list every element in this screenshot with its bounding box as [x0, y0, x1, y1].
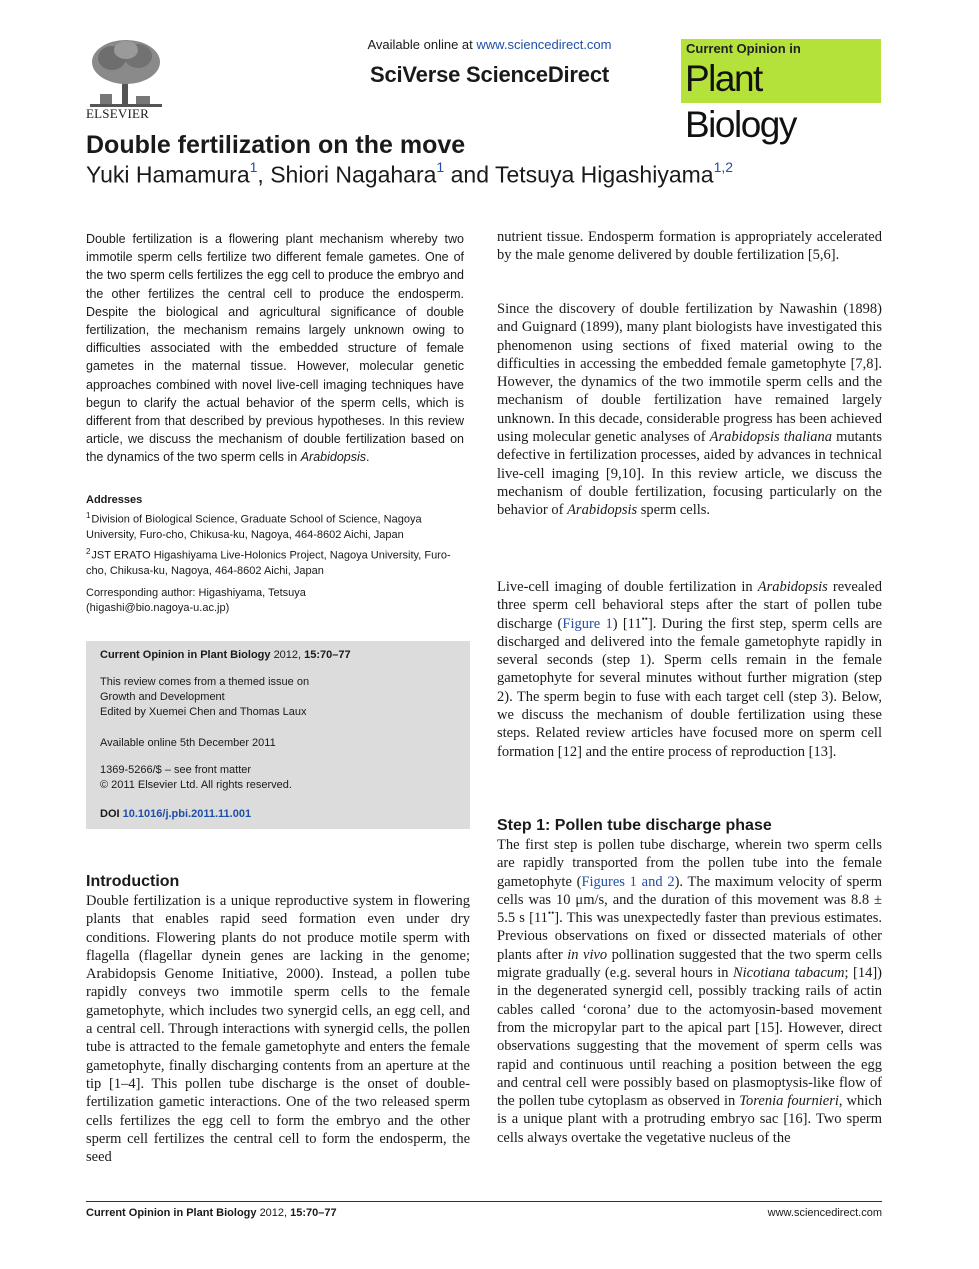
species-italic: Arabidopsis: [757, 579, 828, 595]
cite-stars: ••: [547, 908, 555, 919]
footer-rule: [86, 1201, 882, 1202]
text-run: pollination suggested that the two sperm cells migrate gradually (e.g. several hours in: [497, 946, 882, 982]
info-volume: 15:70–77: [304, 649, 351, 661]
author-name: Yuki Hamamura: [86, 161, 250, 188]
abstract-italic: Arabidopsis: [300, 450, 367, 465]
sciencedirect-link[interactable]: www.sciencedirect.com: [476, 37, 612, 52]
author-affiliation-sup[interactable]: 1,2: [713, 159, 734, 175]
text-run: ]. During the first step, sperm cells are discharged and delivered into the female gametophyte rapidly in several seconds (step 1). Sperm cells remain in the female gametophyte for several minutes without further migration (step 2). The sperm begin to fuse with each target cell (step 3). Below, we discuss the mechanism of double fertilization using these steps. Related review articles have focused more on sperm cell formation [12] and the entire process of reproduction [13].: [497, 615, 883, 760]
text-run: Live-cell imaging of double fertilization in: [497, 579, 758, 595]
author-separator: and: [444, 161, 495, 188]
text-run: ). The maximum velocity of sperm cells was 10 μm/s, and the duration of this movement was 8.8 ± 5.5 s [11: [497, 873, 882, 927]
body-paragraph: [497, 836, 882, 1147]
text-run: Since the discovery of double fertilization by Nawashin (1898) and Guignard (1899), many plant biologists have investigated this phenomenon using sections of fixed material owing to the difficulties in accessing the embedded female gametophyte [7,8]. However, the dynamics of the two immotile sperm cells and the mechanism of double fertilization have remained largely unknown. In this decade, considerable progress has been achieved using molecular genetic analyses of: [497, 301, 882, 446]
article-title: Double fertilization on the move: [86, 131, 466, 159]
doi-link[interactable]: 10.1016/j.pbi.2011.11.001: [122, 808, 252, 820]
text-run: revealed three sperm cell behavioral steps after the start of pollen tube discharge (: [497, 579, 882, 632]
available-online-prefix: Available online at: [367, 37, 477, 52]
text-run: sperm cells.: [637, 502, 711, 519]
address-sup: 2: [86, 546, 91, 556]
text-run: The first step is pollen tube discharge, wherein two sperm cells are rapidly transported from the pollen tube into the female gametophyte (: [497, 837, 882, 890]
address-item: [86, 544, 470, 580]
platform-title: SciVerse ScienceDirect: [370, 62, 609, 87]
info-themed-2: Growth and Development: [100, 691, 225, 703]
corresponding-author: [86, 586, 466, 616]
author-affiliation-sup[interactable]: 1: [249, 159, 258, 175]
text-run: ]. This was unexpectedly faster than previous estimates. Previous observations on fixed or dissected materials of other plants after: [497, 910, 882, 963]
author-line: [86, 161, 733, 189]
footer-citation: [86, 1207, 337, 1219]
text-run: , which is a unique plant with a protruding embryo sac [16]. Two sperm cells always overtake the vegetative nucleus of the: [497, 1093, 882, 1146]
figure-link[interactable]: Figures 1 and 2: [581, 873, 675, 890]
introduction-text: Double fertilization is a unique reproductive system in flowering plants that enables rapid seed formation even under dry conditions. Flowering plants do not produce motile sperm with flagella (flagellar dynein genes are lacking in the genome; Arabidopsis Genome Initiative, 2000). Instead, a pollen tube rapidly conveys two immotile sperm cells to the female gametophyte, which includes two synergid cells, an egg cell, and a central cell. Through interactions with synergid cells, the pollen tube is attracted to the female gametophyte and enters the female gametophyte, finally discharging contents from an aperture at the tip [1–4]. This pollen tube discharge is the onset of double-fertilization gametic interactions. One of the two released sperm cells fertilizes the egg cell to form the embryo and the other sperm cell fertilizes the central cell to form the endosperm, the seed: [86, 893, 470, 1166]
species-italic: Torenia fournieri: [739, 1093, 839, 1110]
address-text: Division of Biological Science, Graduate School of Science, Nagoya University, Furo-cho, Chikusa-ku, Nagoya, 464-8602 Aichi, Japan: [86, 513, 422, 542]
author-separator: ,: [257, 161, 271, 188]
author-name: Shiori Nagahara: [270, 161, 437, 188]
info-issn: 1369-5266/$ – see front matter: [100, 764, 252, 776]
footer-year: 2012,: [259, 1207, 288, 1219]
step1-heading: Step 1: Pollen tube discharge phase: [497, 817, 772, 834]
body-paragraph: [497, 300, 882, 520]
publisher-wordmark: ELSEVIER: [86, 106, 149, 121]
doi-label: DOI: [100, 808, 120, 820]
journal-banner-small: Current Opinion in: [686, 41, 801, 56]
info-copyright: © 2011 Elsevier Ltd. All rights reserved.: [100, 779, 292, 791]
addresses: [86, 508, 470, 579]
body-paragraph: [497, 578, 882, 761]
corresponding-name: Corresponding author: Higashiyama, Tetsuya: [86, 587, 306, 599]
text-run: ) [11: [612, 615, 642, 632]
author-affiliation-sup[interactable]: 1: [436, 159, 445, 175]
journal-banner-big: Plant Biology: [685, 58, 796, 145]
abstract-text: Double fertilization is a flowering plant mechanism whereby two immotile sperm cells fertilize two different female gametes. One of the two sperm cells fertilizes the egg cell to produce the embryo and the other fertilizes the central cell to produce the endosperm. Despite the biological and agricultural significance of double fertilization, the mechanism remains largely unknown owing to difficulties associated with the embedded structure of female gametes in the maternal tissue. However, molecular genetic approaches combined with novel live-cell imaging techniques have begun to clarify the actual behavior of the sperm cells, which is different from that described by previous hypotheses. In this review article, we discuss the mechanism of double fertilization based on the dynamics of the two sperm cells in: [86, 232, 464, 465]
info-journal: Current Opinion in Plant Biology: [100, 649, 271, 661]
info-year: 2012,: [273, 649, 302, 661]
footer-journal: Current Opinion in Plant Biology: [86, 1207, 257, 1219]
author-name: Tetsuya Higashiyama: [494, 161, 714, 188]
corresponding-email[interactable]: (higashi@bio.nagoya-u.ac.jp): [86, 602, 230, 614]
species-italic: Arabidopsis thaliana: [709, 429, 833, 446]
addresses-heading: Addresses: [86, 494, 143, 506]
text-run: mutants defective in fertilization processes, aided by advances in technical live-cell imaging [9,10]. In this review article, we discuss the mechanism of double fertilization, focusing particularly on the behavior of: [497, 429, 882, 519]
introduction-heading: Introduction: [86, 873, 180, 890]
info-editors: Edited by Xuemei Chen and Thomas Laux: [100, 706, 307, 718]
info-themed-1: This review comes from a themed issue on: [100, 676, 310, 688]
address-sup: 1: [86, 511, 91, 520]
address-text: JST ERATO Higashiyama Live-Holonics Project, Nagoya University, Furo-cho, Chikusa-ku, Nagoya, 464-8602 Aichi, Japan: [86, 549, 451, 577]
address-item: [86, 508, 470, 544]
article-info-box: [86, 641, 470, 829]
cite-stars: ••: [641, 613, 648, 624]
journal-banner: [681, 39, 881, 145]
abstract: [86, 230, 464, 467]
text-run: ; [14]) in the degenerated synergid cell, possibly tracking rails of actin cables called ‘corona’ due to the actomyosin-based movement from the micropylar part to the apical part [15]. However, direct observations suggesting that the movement of sperm cells was rapid and continuous until reaching a position between the egg and central cell were possibly based on plasmoptysis-like flow of the pollen tube cytoplasm as observed in: [497, 965, 882, 1110]
body-paragraph: nutrient tissue. Endosperm formation is appropriately accelerated by the male genome delivered by double fertilization [5,6].: [497, 229, 882, 264]
info-citation: [100, 649, 351, 661]
term-italic: in vivo: [567, 946, 608, 963]
figure-link[interactable]: Figure 1: [562, 615, 613, 632]
footer-volume: 15:70–77: [290, 1207, 337, 1219]
species-italic: Nicotiana tabacum: [732, 965, 845, 982]
info-doi: [100, 808, 251, 820]
info-available: Available online 5th December 2011: [100, 737, 276, 749]
species-italic: Arabidopsis: [567, 502, 638, 519]
footer-url[interactable]: www.sciencedirect.com: [767, 1207, 882, 1219]
abstract-end: .: [366, 450, 370, 465]
